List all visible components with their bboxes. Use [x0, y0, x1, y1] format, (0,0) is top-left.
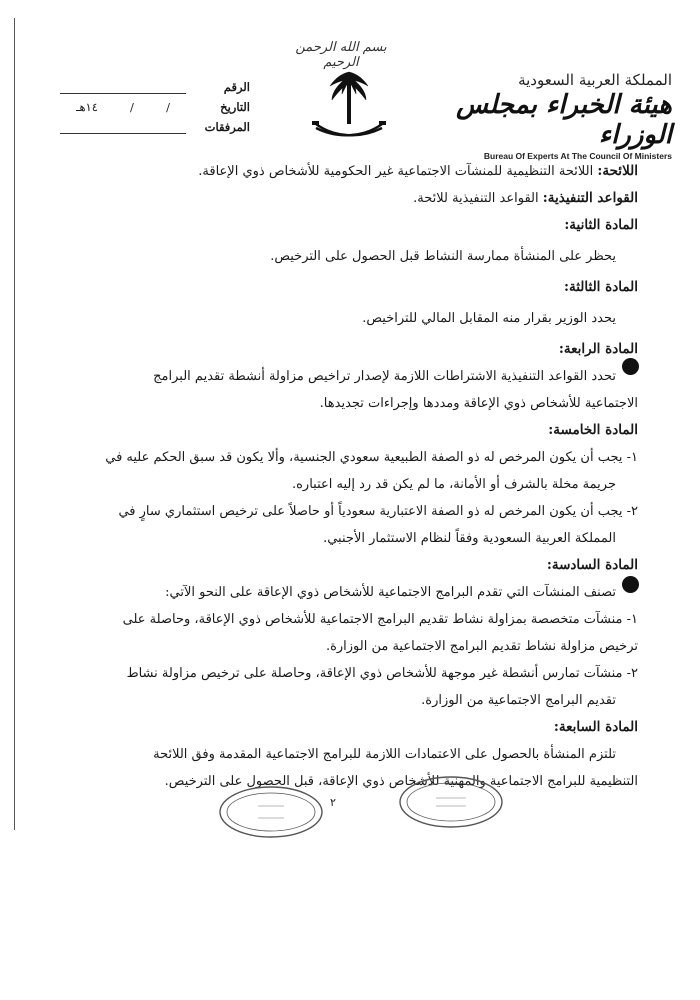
attachments-row [60, 114, 250, 134]
article-6-item-1-line-1: ١- منشآت متخصصة بمزاولة نشاط تقديم البرامج الاجتماعية للأشخاص ذوي الإعاقة، وحاصلة على [122, 612, 638, 627]
date-label: التاريخ [220, 100, 250, 114]
date-year: ١٤هـ [76, 100, 98, 114]
ref-number-line [60, 83, 186, 94]
official-seal-right [398, 774, 504, 830]
org-english-name: Bureau Of Experts At The Council Of Ministers [483, 151, 672, 161]
article-4-line-2: الاجتماعية للأشخاص ذوي الإعاقة ومددها وإجراءات تجديدها. [319, 396, 638, 411]
regulation-text: اللائحة التنظيمية للمنشآت الاجتماعية غير الحكومية للأشخاص ذوي الإعاقة. [198, 164, 594, 179]
date-month-separator: / [130, 100, 134, 114]
date-value [60, 100, 192, 114]
regulation-label: اللائحة: [597, 163, 638, 179]
article-7-heading: المادة السابعة: [553, 719, 638, 735]
ref-number-label: الرقم [223, 80, 250, 94]
basmala-calligraphy: بسم الله الرحمن الرحيم [295, 40, 387, 70]
article-7-line-1: تلتزم المنشأة بالحصول على الاعتمادات اللازمة للبرامج الاجتماعية المقدمة وفق اللائحة [153, 747, 616, 762]
page-number: ٢ [330, 796, 336, 809]
article-5-heading: المادة الخامسة: [548, 422, 638, 438]
organization-letterhead [412, 70, 672, 161]
attachments-label: المرفقات [204, 120, 250, 134]
regulation-line [68, 158, 638, 185]
article-7-line-2: التنظيمية للبرامج الاجتماعية والمهنية للأشخاص ذوي الإعاقة، قبل الحصول على الترخيص. [164, 774, 638, 789]
document-body [68, 158, 638, 795]
exec-rules-label: القواعد التنفيذية: [542, 190, 638, 206]
article-6-heading: المادة السادسة: [546, 557, 638, 573]
article-2-heading: المادة الثانية: [564, 217, 638, 233]
exec-rules-line [68, 185, 638, 212]
article-5-item-2-line-1: ٢- يجب أن يكون المرخص له ذو الصفة الاعتبارية سعودياً أو حاصلاً على ترخيص استثماري سارٍ في [118, 504, 638, 519]
official-seal-left [218, 784, 324, 840]
article-6-item-2-line-1: ٢- منشآت تمارس أنشطة غير موجهة للأشخاص ذوي الإعاقة، وحاصلة على ترخيص مزاولة نشاط [126, 666, 638, 681]
margin-bullet-icon [622, 358, 639, 375]
article-4-line-1: تحدد القواعد التنفيذية الاشتراطات اللازمة لإصدار تراخيص مزاولة أنشطة تقديم البرامج [153, 369, 616, 384]
exec-rules-text: القواعد التنفيذية للائحة. [413, 191, 539, 206]
saudi-emblem-icon [310, 66, 388, 146]
org-arabic-name: هيئة الخبراء بمجلس الوزراء [456, 90, 672, 150]
date-row [60, 94, 250, 114]
margin-bullet-icon [622, 576, 639, 593]
seal-left-text [218, 806, 324, 815]
article-3-text: يحدد الوزير بقرار منه المقابل المالي للتراخيص. [362, 311, 616, 326]
article-2-text: يحظر على المنشأة ممارسة النشاط قبل الحصول على الترخيص. [270, 249, 616, 264]
page-edge-line [14, 18, 15, 830]
article-6-intro: تصنف المنشآت التي تقدم البرامج الاجتماعية للأشخاص ذوي الإعاقة على النحو الآتي: [165, 585, 616, 600]
article-6-item-1-line-2: ترخيص مزاولة نشاط تقديم البرامج الاجتماعية من الوزارة. [325, 639, 638, 654]
article-6-item-2-line-2: تقديم البرامج الاجتماعية من الوزارة. [421, 693, 616, 708]
article-5-item-1-line-2: جريمة مخلة بالشرف أو الأمانة، ما لم يكن قد رد إليه اعتباره. [291, 477, 616, 492]
reference-block [60, 74, 250, 134]
article-5-item-2-line-2: المملكة العربية السعودية وفقاً لنظام الاستثمار الأجنبي. [323, 531, 616, 546]
date-day-separator: / [166, 100, 170, 114]
org-country-name: المملكة العربية السعودية [518, 71, 672, 89]
attachments-line [60, 123, 186, 134]
ref-number-row [60, 74, 250, 94]
article-5-item-1-line-1: ١- يجب أن يكون المرخص له ذو الصفة الطبيعية سعودي الجنسية، وألا يكون قد سبق الحكم عليه في [105, 450, 638, 465]
article-3-heading: المادة الثالثة: [563, 279, 638, 295]
article-4-heading: المادة الرابعة: [558, 341, 638, 357]
seal-right-text [398, 796, 504, 805]
